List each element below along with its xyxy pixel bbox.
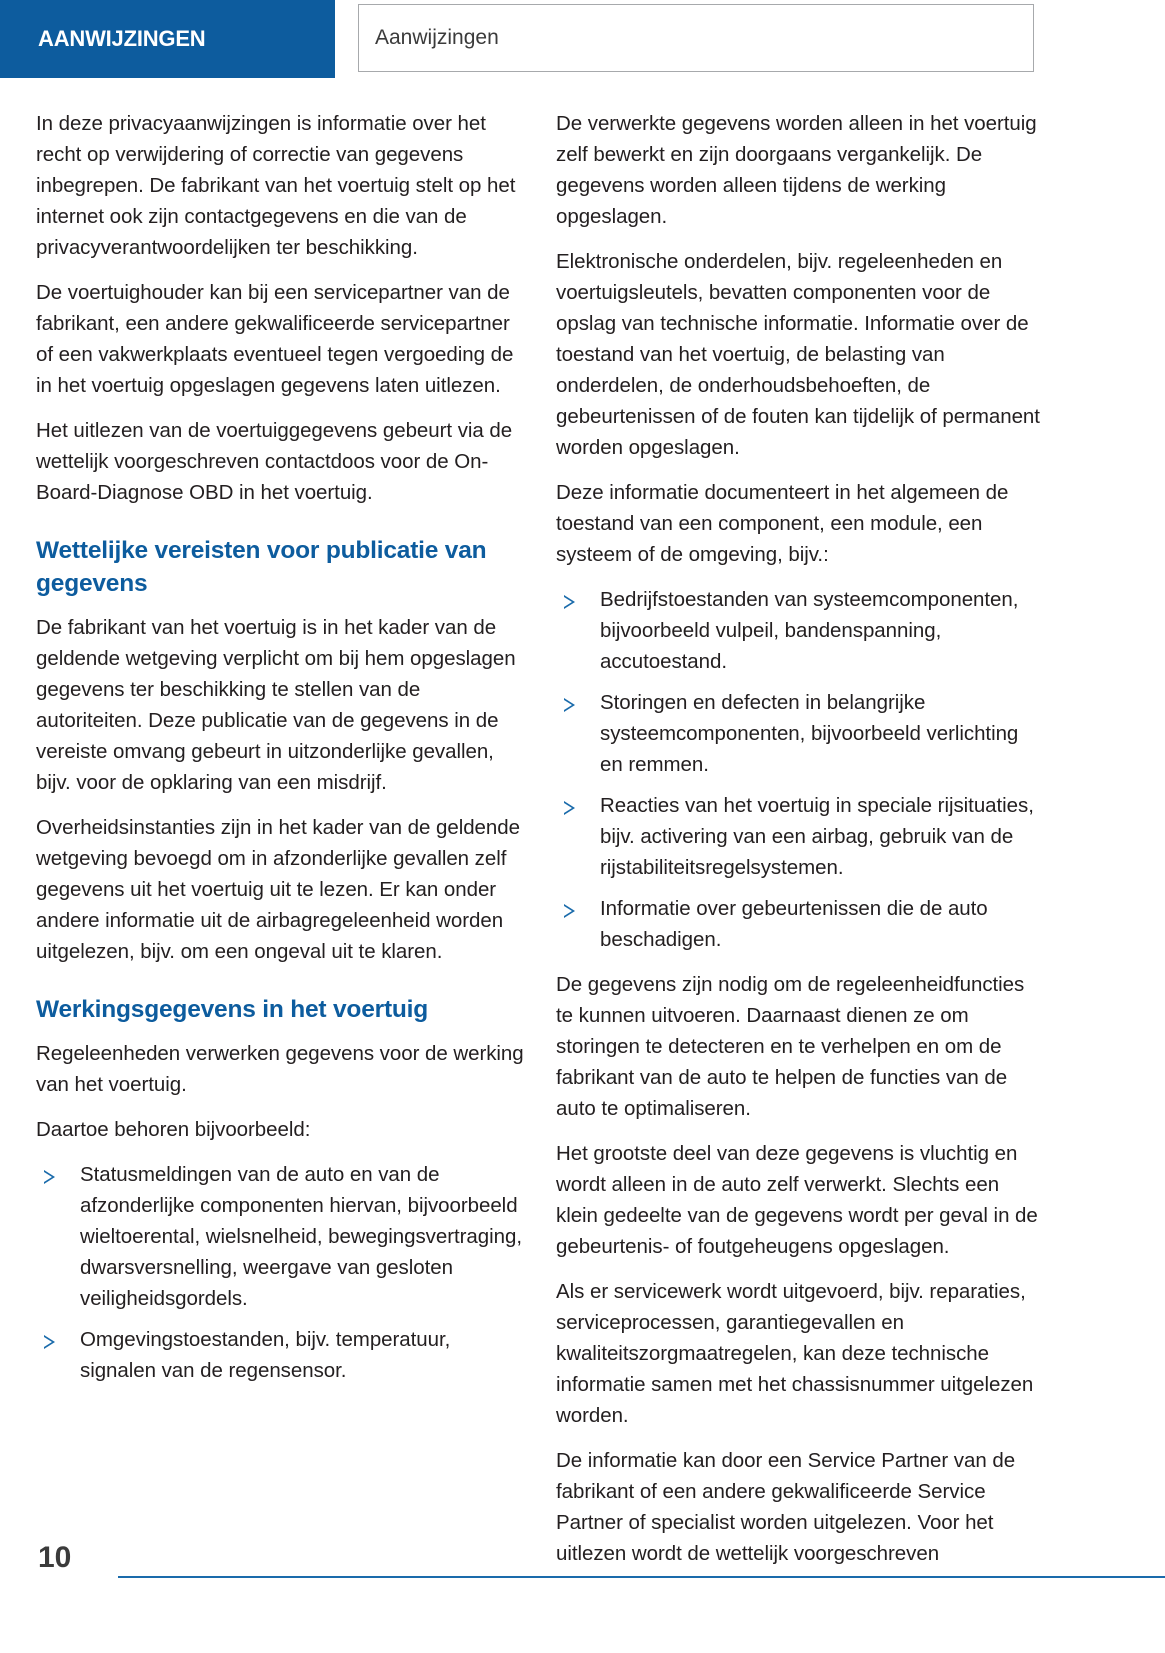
triangle-bullet-icon xyxy=(564,904,575,918)
list-item-label: Storingen en defecten in belangrijke systeemcomponenten, bijvoorbeeld verlichting en remmen. xyxy=(600,691,1019,776)
paragraph: In deze privacyaanwijzingen is informatie over het recht op verwijdering of correctie van gegevens inbegrepen. De fabrikant van het voertuig stelt op het internet ook zijn contactgegevens en die van de privacyverantwoordelijken ter beschikking. xyxy=(36,112,516,259)
list-item xyxy=(36,1324,526,1386)
paragraph: Als er servicewerk wordt uitgevoerd, bijv. reparaties, serviceprocessen, garantiegevallen en kwaliteitszorgmaatregelen, kan deze technische informatie samen met het chassisnummer uitgelezen worden. xyxy=(556,1280,1034,1427)
triangle-bullet-icon xyxy=(44,1170,55,1184)
triangle-bullet-icon xyxy=(564,801,575,815)
paragraph: De gegevens zijn nodig om de regeleenheidfuncties te kunnen uitvoeren. Daarnaast dienen ze om storingen te detecteren en te verhelpen en om de fabrikant van de auto te helpen de functies van de auto te optimaliseren. xyxy=(556,973,1025,1120)
paragraph: Het uitlezen van de voertuiggegevens gebeurt via de wettelijk voorgeschreven contactdoos voor de On-Board-Diagnose OBD in het voertuig. xyxy=(36,419,513,504)
paragraph: Daartoe behoren bijvoorbeeld: xyxy=(36,1118,311,1141)
list-item xyxy=(556,790,1046,883)
header-section-tab xyxy=(0,0,335,78)
list-item-label: Reacties van het voertuig in speciale rijsituaties, bijv. activering van een airbag, gebruik van de rijstabiliteitsregelsystemen. xyxy=(600,794,1034,879)
list-item-label: Bedrijfstoestanden van systeemcomponenten, bijvoorbeeld vulpeil, bandenspanning, accutoestand. xyxy=(600,588,1019,673)
list-item-label: Statusmeldingen van de auto en van de afzonderlijke componenten hiervan, bijvoorbeeld wieltoerental, wielsnelheid, bewegingsvertraging, dwarsversnelling, weergave van gesloten veiligheidsgordels. xyxy=(80,1163,522,1310)
list-item xyxy=(556,584,1046,677)
list-item xyxy=(556,687,1046,780)
bullet-list xyxy=(36,1159,526,1386)
paragraph: Elektronische onderdelen, bijv. regeleenheden en voertuigsleutels, bevatten componenten voor de opslag van technische informatie. Informatie over de toestand van het voertuig, de belasting van onderdelen, de onderhoudsbehoeften, de gebeurtenissen of de fouten kan tijdelijk of permanent worden opgeslagen. xyxy=(556,250,1040,459)
list-item xyxy=(556,893,1046,955)
header-section-tab-label: AANWIJZINGEN xyxy=(38,26,206,51)
paragraph: Regeleenheden verwerken gegevens voor de werking van het voertuig. xyxy=(36,1042,524,1096)
bullet-list xyxy=(556,584,1046,955)
paragraph: Overheidsinstanties zijn in het kader van de geldende wetgeving bevoegd om in afzonderlijke gevallen zelf gegevens uit het voertuig uit te lezen. Er kan onder andere informatie uit de airbagregeleenheid worden uitgelezen, bijv. om een ongeval uit te klaren. xyxy=(36,816,520,963)
page-footer xyxy=(0,1523,1165,1653)
right-column xyxy=(556,108,1046,1565)
list-item-label: Informatie over gebeurtenissen die de auto beschadigen. xyxy=(600,897,988,951)
section-heading: Werkingsgegevens in het voertuig xyxy=(36,996,429,1023)
breadcrumb: Aanwijzingen xyxy=(375,26,499,49)
page-header xyxy=(0,0,1165,78)
list-item xyxy=(36,1159,526,1314)
paragraph: De verwerkte gegevens worden alleen in het voertuig zelf bewerkt en zijn doorgaans vergankelijk. De gegevens worden alleen tijdens de werking opgeslagen. xyxy=(556,112,1037,228)
triangle-bullet-icon xyxy=(44,1335,55,1349)
paragraph: De fabrikant van het voertuig is in het kader van de geldende wetgeving verplicht om bij hem opgeslagen gegevens ter beschikking te stellen van de autoriteiten. Deze publicatie van de gegevens in de vereiste omvang gebeurt in uitzonderlijke gevallen, bijv. voor de opklaring van een misdrijf. xyxy=(36,616,516,794)
paragraph: De voertuighouder kan bij een servicepartner van de fabrikant, een andere gekwalificeerde servicepartner of een vakwerkplaats eventueel tegen vergoeding de in het voertuig opgeslagen gegevens laten uitlezen. xyxy=(36,281,514,397)
footer-divider xyxy=(118,1576,1165,1578)
paragraph: Deze informatie documenteert in het algemeen de toestand van een component, een module, een systeem of de omgeving, bijv.: xyxy=(556,481,1009,566)
triangle-bullet-icon xyxy=(564,595,575,609)
left-column xyxy=(36,108,526,1488)
triangle-bullet-icon xyxy=(564,698,575,712)
paragraph: Het grootste deel van deze gegevens is vluchtig en wordt alleen in de auto zelf verwerkt. Slechts een klein gedeelte van de gegevens wordt per geval in de gebeurtenis- of foutgeheugens opgeslagen. xyxy=(556,1142,1038,1258)
page-number: 10 xyxy=(38,1541,72,1574)
list-item-label: Omgevingstoestanden, bijv. temperatuur, signalen van de regensensor. xyxy=(80,1328,451,1382)
header-breadcrumb-box xyxy=(358,4,1034,72)
paragraph: De informatie kan door een Service Partner van de fabrikant of een andere gekwalificeerde Service Partner of specialist worden uitgelezen. Voor het uitlezen wordt de wettelijk voorgeschreven xyxy=(556,1449,1016,1565)
section-heading: Wettelijke vereisten voor publicatie van gegevens xyxy=(36,537,487,597)
